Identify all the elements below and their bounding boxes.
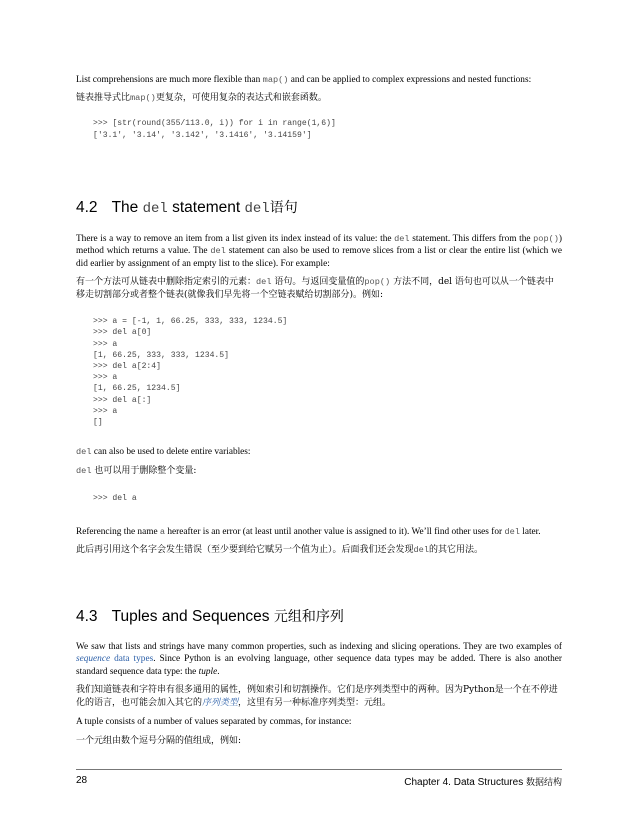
sequence-link[interactable]: sequence: [76, 654, 111, 665]
section-4-2: [76, 199, 562, 218]
tuple-definition-paragraph-cn: 一个元组由数个逗号分隔的值组成，例如:: [76, 735, 242, 746]
chapter-title: Chapter 4. Data Structures 数据结构: [404, 777, 562, 788]
intro-paragraph-cn: 链表推导式比map()更复杂，可使用复杂的表达式和嵌套函数。: [76, 93, 327, 104]
referencing-paragraph-cn: 此后再引用这个名字会发生错误（至少要到给它赋另一个值为止）。后面我们还会发现del的其它用法。: [76, 545, 484, 556]
code-block-del-variable: >>> del a: [93, 493, 137, 503]
section-4-3-body: [76, 641, 562, 748]
section-4-3: [76, 608, 562, 626]
intro-section: [76, 74, 562, 141]
page-footer: [76, 769, 562, 786]
del-paragraph-cn: 有一个方法可从链表中删除指定索引的元素：del 语句。与返回变量值的pop() 方法不同，del 语句也可以从一个链表中移走切割部分或者整个链表(就像我们早先将一个空链表赋给切割部分)。例如:: [76, 277, 554, 301]
page-number: 28: [76, 775, 88, 786]
code-block-del-example: >>> a = [-1, 1, 66.25, 333, 333, 1234.5] >>> del a[0] >>> a [1, 66.25, 333, 333, 1234.5] >>> del a[2:4] >>> a [1, 66.25, 1234.5] >>> del a[:] >>> a []: [93, 317, 288, 428]
del-variables-paragraph: del can also be used to delete entire variables:: [76, 447, 251, 458]
sequence-type-link-cn[interactable]: 序列类型: [202, 698, 239, 709]
del-variables-paragraph-cn: del 也可以用于删除整个变量:: [76, 465, 197, 476]
section-heading-4-3: 4.3 Tuples and Sequences 元组和序列: [76, 608, 344, 625]
intro-paragraph: List comprehensions are much more flexible than map() and can be applied to complex expressions and nested functions:: [76, 75, 532, 85]
section-4-2-body: [76, 233, 562, 557]
del-paragraph: There is a way to remove an item from a list given its index instead of its value: the del statement. This differs from the pop()) method which returns a value. The del statement can also be used to remove slices from a list or clear the entire list (which we did earlier by assignment of an empty list to the slice). For example:: [76, 234, 563, 269]
tuple-definition-paragraph: A tuple consists of a number of values separated by commas, for instance:: [76, 717, 352, 728]
section-heading-4-2: 4.2 The del statement del语句: [76, 199, 298, 217]
tuples-paragraph-cn: 我们知道链表和字符串有很多通用的属性，例如索引和切割操作。它们是序列类型中的两种。因为Python是一个在不停进化的语言，也可能会加入其它的序列类型，这里有另一种标准序列类型：元组。: [76, 685, 558, 709]
code-block-list-comprehension: >>> [str(round(355/113.0, i)) for i in range(1,6)] ['3.1', '3.14', '3.142', '3.1416', '3.14159']: [93, 119, 336, 140]
data-types-link[interactable]: data types: [114, 654, 154, 665]
tuples-paragraph: We saw that lists and strings have many common properties, such as indexing and slicing operations. They are two examples of sequence data types. Since Python is an evolving language, other sequence data types may be added. There is also another standard sequence data type: the tuple.: [76, 642, 562, 677]
referencing-paragraph: Referencing the name a hereafter is an error (at least until another value is assigned to it). We’ll find other uses for del later.: [76, 526, 541, 537]
